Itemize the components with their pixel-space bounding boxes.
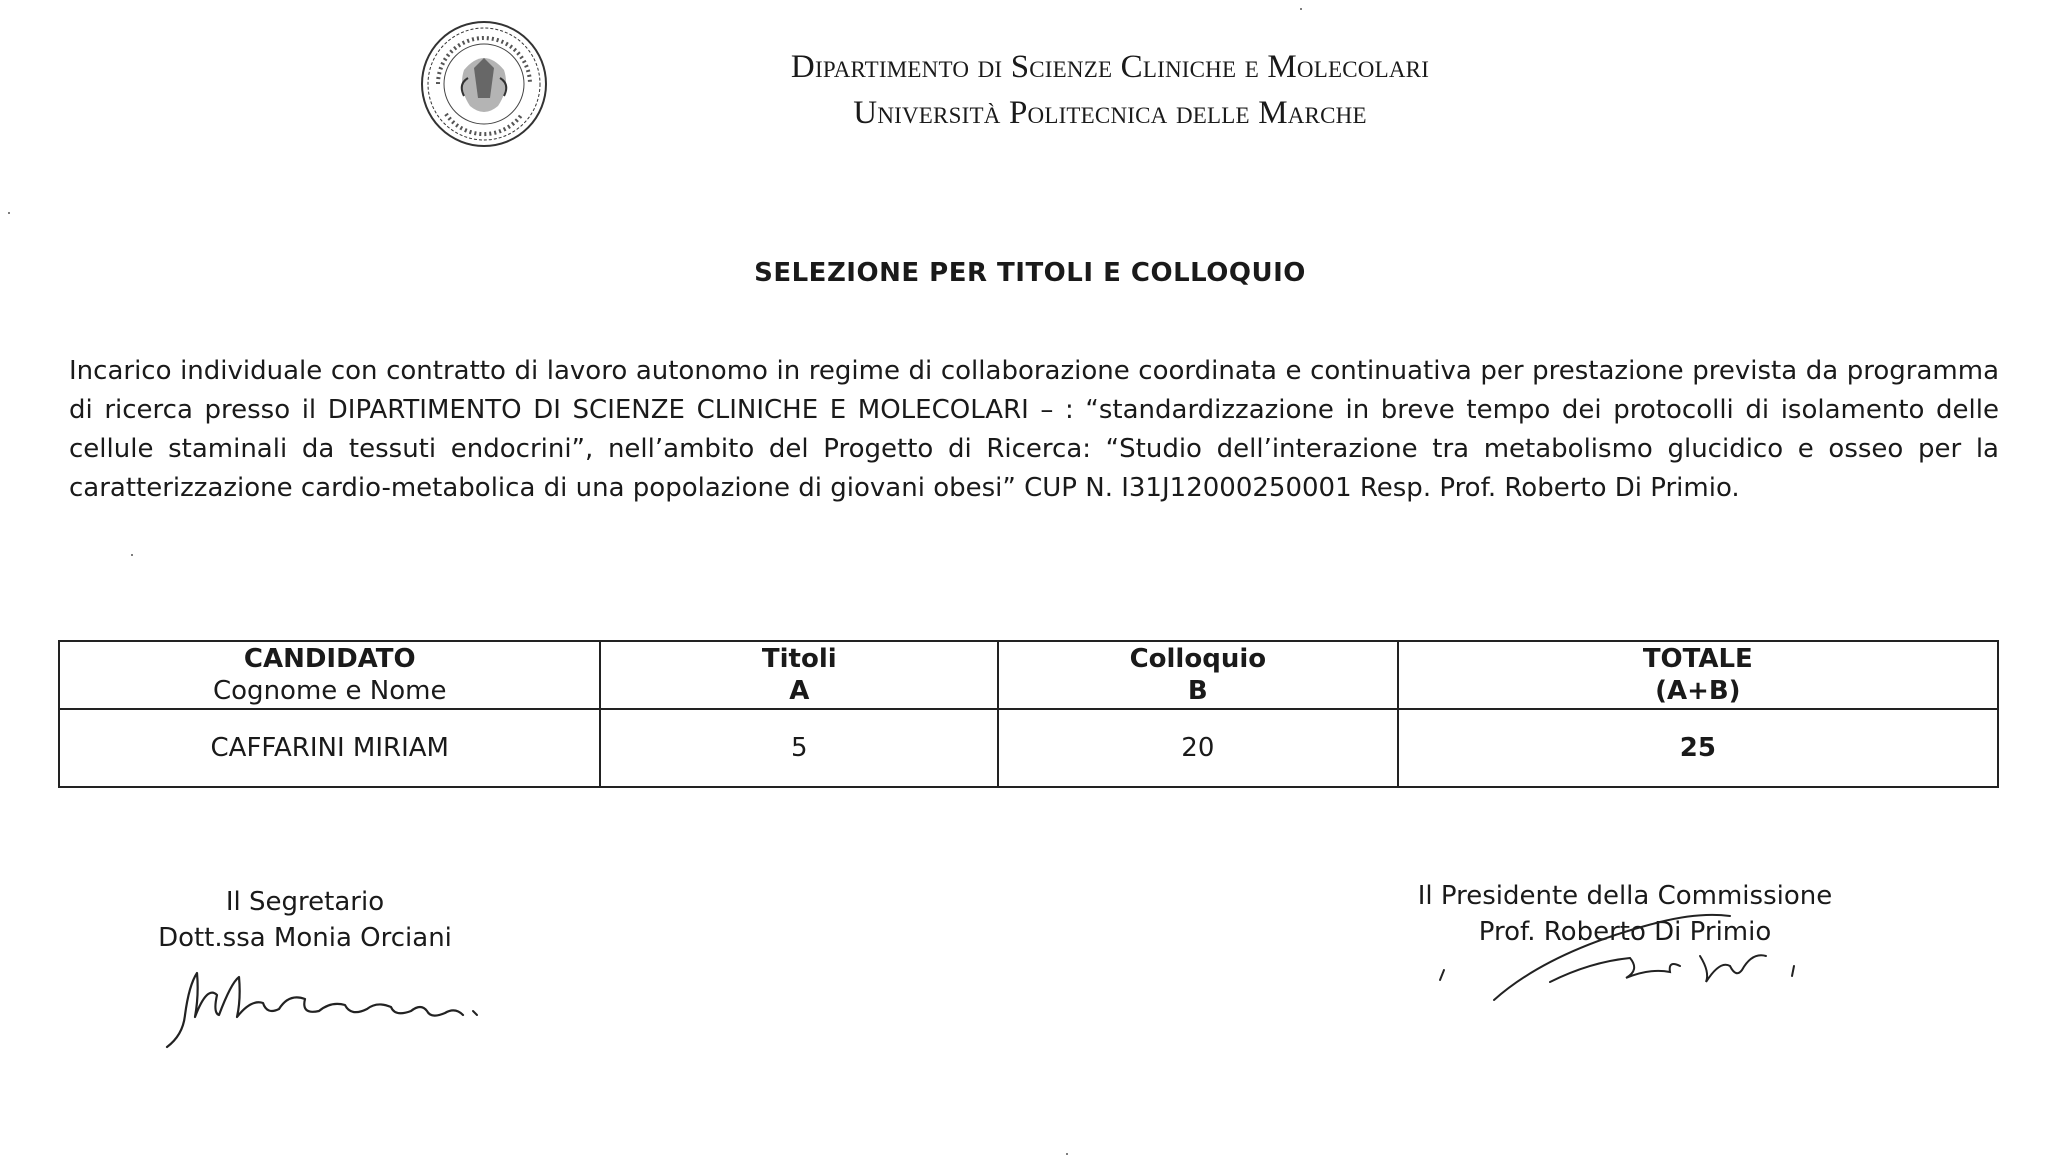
cell-totale: 25 (1398, 709, 1998, 787)
header-candidato-top: CANDIDATO (243, 644, 416, 674)
secretary-name: Dott.ssa Monia Orciani (158, 923, 452, 953)
department-name: Dipartimento di Scienze Cliniche e Molecolari (790, 49, 1430, 85)
scan-speck (131, 554, 133, 556)
handwritten-signature-icon (155, 955, 515, 1055)
table-row (59, 709, 1998, 787)
cell-candidato: CAFFARINI MIRIAM (59, 709, 600, 787)
header-colloquio-bottom: B (1187, 676, 1208, 706)
university-name: Università Politecnica delle Marche (853, 95, 1367, 131)
signature-block-secretary (130, 884, 480, 956)
university-seal-icon (418, 18, 550, 150)
document-title: SELEZIONE PER TITOLI E COLLOQUIO (754, 258, 1306, 288)
body-paragraph: Incarico individuale con contratto di lavoro autonomo in regime di collaborazione coordinata e continuativa per prestazione prevista da programma di ricerca presso il DIPARTIMENTO DI SCIENZE CLINICHE E MOLECOLARI – : “standardizzazione in breve tempo dei protocolli di isolamento delle cellule staminali da tessuti endocrini”, nell’ambito del Progetto di Ricerca: “Studio dell’interazione tra metabolismo glucidico e osseo per la caratterizzazione cardio-metabolica di una popolazione di giovani obesi” CUP N. I31J12000250001 Resp. Prof. Roberto Di Primio. (69, 356, 1999, 503)
scan-speck (1300, 8, 1302, 10)
scan-speck (1066, 1153, 1068, 1155)
header-candidato-bottom: Cognome e Nome (213, 676, 447, 706)
document-header (650, 44, 1570, 136)
header-titoli-top: Titoli (761, 644, 837, 674)
header-colloquio-top: Colloquio (1129, 644, 1267, 674)
president-name: Prof. Roberto Di Primio (1478, 917, 1772, 947)
scan-speck (8, 212, 10, 214)
header-totale (1398, 641, 1998, 709)
header-titoli (600, 641, 998, 709)
header-titoli-bottom: A (789, 676, 810, 706)
header-colloquio (998, 641, 1398, 709)
cell-colloquio: 20 (998, 709, 1398, 787)
header-totale-top: TOTALE (1642, 644, 1753, 674)
header-candidato (59, 641, 600, 709)
handwritten-signature-icon (1430, 900, 1830, 1010)
cell-titoli: 5 (600, 709, 998, 787)
table-header-row (59, 641, 1998, 709)
results-table (58, 640, 1999, 788)
secretary-role: Il Segretario (225, 887, 385, 917)
header-totale-bottom: (A+B) (1655, 676, 1741, 706)
president-role: Il Presidente della Commissione (1417, 881, 1833, 911)
